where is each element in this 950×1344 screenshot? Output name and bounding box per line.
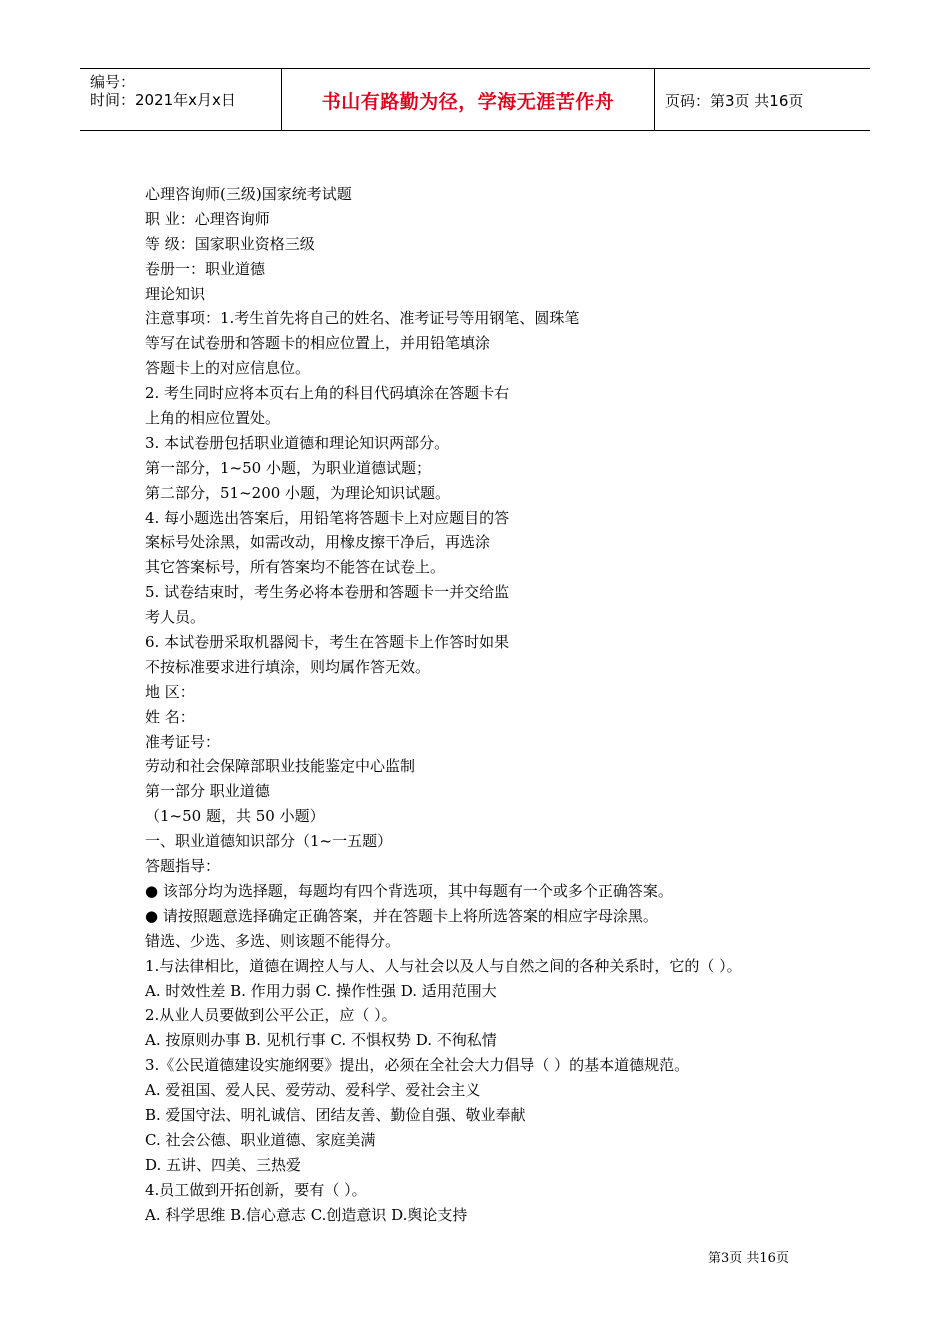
body-line: A. 时效性差 B. 作用力弱 C. 操作性强 D. 适用范围大 (145, 981, 497, 1000)
body-line: 第二部分，51~200 小题，为理论知识试题。 (145, 483, 451, 502)
header-right-cell (655, 69, 870, 130)
body-line: 一、职业道德知识部分（1~一五题） (145, 832, 393, 851)
body-line: 第一部分，1~50 小题，为职业道德试题； (145, 458, 431, 477)
body-line: 4. 每小题选出答案后，用铅笔将答题卡上对应题目的答 (145, 508, 510, 527)
body-line: 理论知识 (145, 284, 206, 303)
body-line: 3. 本试卷册包括职业道德和理论知识两部分。 (145, 433, 450, 452)
body-line: 答题指导： (145, 857, 221, 876)
body-line: 姓 名： (145, 707, 195, 726)
body-line: 2. 考生同时应将本页右上角的科目代码填涂在答题卡右 (145, 384, 510, 403)
body-line: 3.《公民道德建设实施纲要》提出，必须在全社会大力倡导（ ）的基本道德规范。 (145, 1056, 690, 1075)
body-line: 其它答案标号，所有答案均不能答在试卷上。 (145, 558, 446, 577)
page-header (80, 68, 870, 131)
body-line: （1~50 题，共 50 小题） (145, 807, 325, 826)
page-footer: 第3页 共16页 (708, 1251, 789, 1266)
body-line: ● 请按照题意选择确定正确答案，并在答题卡上将所选答案的相应字母涂黑。 (145, 906, 658, 925)
body-line: 准考证号： (145, 732, 221, 751)
body-line: 答题卡上的对应信息位。 (145, 359, 311, 378)
header-page-info: 页码：第3页 共16页 (665, 92, 804, 110)
body-line: 劳动和社会保障部职业技能鉴定中心监制 (145, 757, 416, 776)
body-line: ● 该部分均为选择题，每题均有四个背选项，其中每题有一个或多个正确答案。 (145, 881, 673, 900)
header-left-cell (80, 69, 282, 130)
body-line: 第一部分 职业道德 (145, 782, 270, 801)
body-line: A. 科学思维 B.信心意志 C.创造意识 D.舆论支持 (145, 1205, 468, 1224)
body-line: 4.员工做到开拓创新，要有（ ）。 (145, 1180, 367, 1199)
header-middle-cell (282, 69, 655, 130)
body-line: 心理咨询师(三级)国家统考试题 (145, 185, 352, 203)
body-line: 1.与法律相比，道德在调控人与人、人与社会以及人与自然之间的各种关系时，它的（ ）。 (145, 956, 742, 975)
time-label: 时间：2021年x月x日 (90, 91, 236, 109)
body-line: 案标号处涂黑，如需改动，用橡皮擦干净后，再选涂 (145, 533, 491, 552)
body-line: A. 按原则办事 B. 见机行事 C. 不惧权势 D. 不徇私情 (145, 1031, 497, 1050)
body-line: 不按标准要求进行填涂，则均属作答无效。 (145, 657, 431, 676)
number-label: 编号： (90, 73, 136, 91)
body-line: 5. 试卷结束时，考生务必将本卷册和答题卡一并交给监 (145, 583, 510, 602)
body-line: A. 爱祖国、爱人民、爱劳动、爱科学、爱社会主义 (145, 1081, 481, 1100)
body-line: 职 业：心理咨询师 (145, 209, 270, 228)
body-line: 2.从业人员要做到公平公正，应（ ）。 (145, 1006, 397, 1025)
document-body (145, 182, 845, 1227)
body-line: 6. 本试卷册采取机器阅卡，考生在答题卡上作答时如果 (145, 633, 510, 652)
body-line: B. 爱国守法、明礼诚信、团结友善、勤俭自强、敬业奉献 (145, 1105, 526, 1124)
body-line: 卷册一：职业道德 (145, 259, 266, 278)
body-line: C. 社会公德、职业道德、家庭美满 (145, 1130, 376, 1149)
body-line: 错选、少选、多选、则该题不能得分。 (145, 931, 401, 950)
body-line: 等写在试卷册和答题卡的相应位置上，并用铅笔填涂 (145, 334, 491, 353)
body-line: 上角的相应位置处。 (145, 409, 281, 428)
body-line: 等 级：国家职业资格三级 (145, 234, 315, 253)
body-line: 地 区： (145, 682, 195, 701)
body-line: 考人员。 (145, 608, 206, 627)
header-motto: 书山有路勤为径，学海无涯苦作舟 (321, 91, 615, 113)
body-line: 注意事项：1.考生首先将自己的姓名、准考证号等用钢笔、圆珠笔 (145, 309, 580, 328)
body-line: D. 五讲、四美、三热爱 (145, 1155, 302, 1174)
